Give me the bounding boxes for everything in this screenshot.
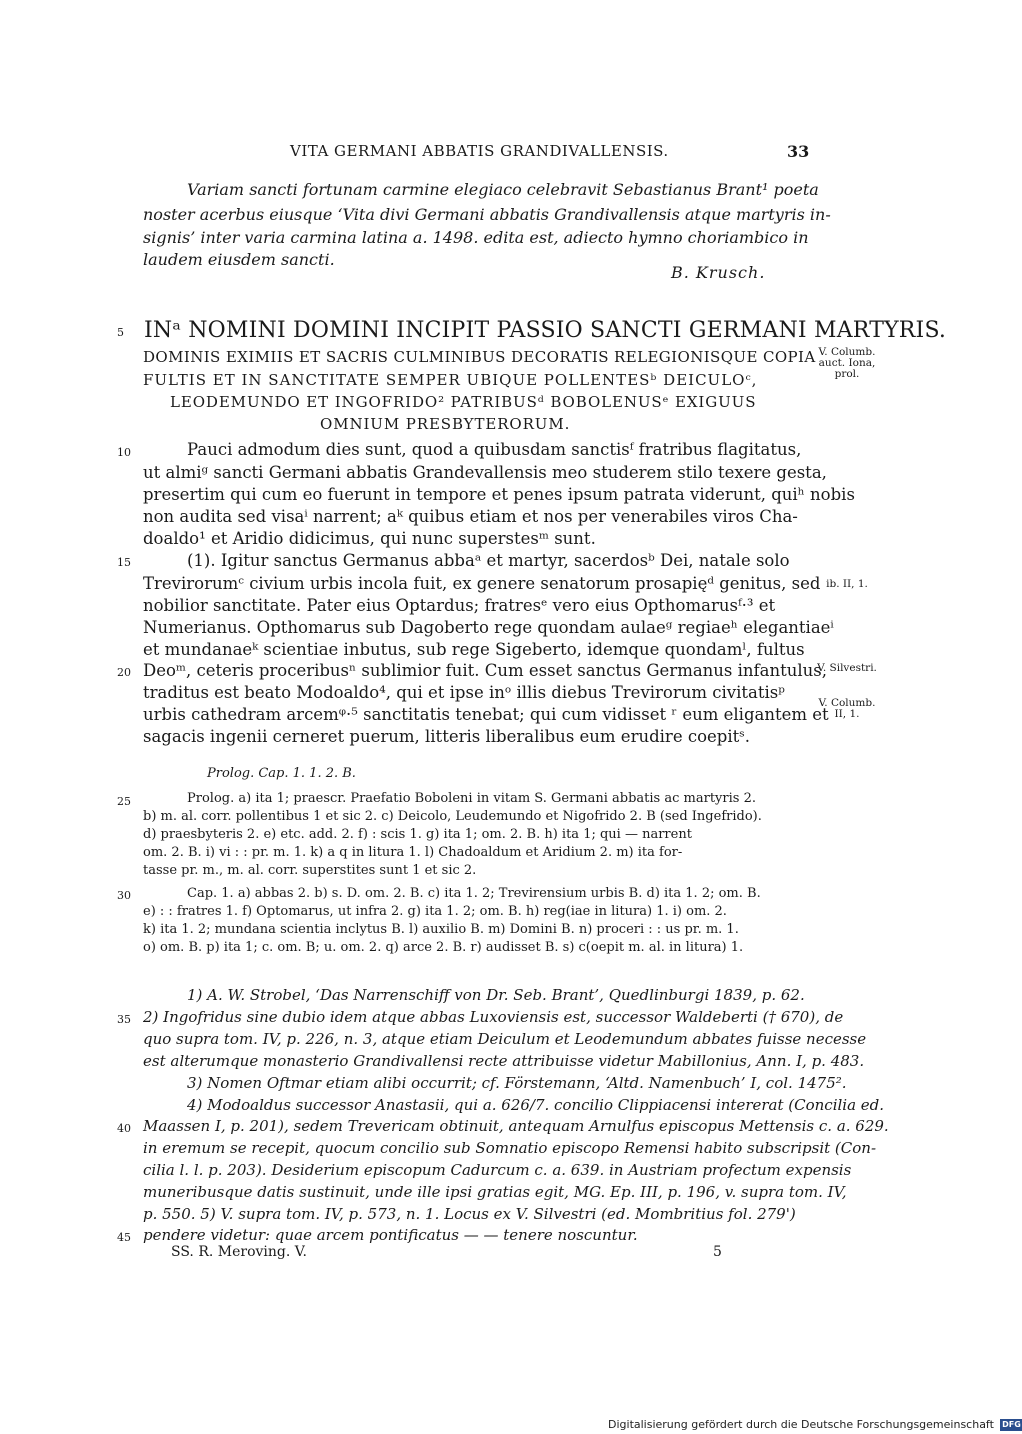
text-line: nobilior sanctitate. Pater eius Optardus; fratresᵉ vero eius Opthomarusᶠ·³ et [143,596,776,615]
codices-list: Prolog. Cap. 1. 1. 2. B. [207,766,356,781]
footnote-line: 1) A. W. Strobel, ‘Das Narrenschiff von Dr. Seb. Brant’, Quedlinburgi 1839, p. 62. [187,986,805,1004]
text-line: Numerianus. Opthomarus sub Dagoberto rege quondam aulaeᵍ regiaeʰ elegantiaeⁱ [143,618,834,637]
work-title: INᵃ NOMINI DOMINI INCIPIT PASSIO SANCTI GERMANI MARTYRIS. [144,318,947,343]
text-line: non audita sed visaⁱ narrent; aᵏ quibus etiam et nos per venerabiles viros Cha- [143,507,798,526]
text-line: traditus est beato Modoaldo⁴, qui et ipse inᵒ illis diebus Trevirorum civitatisᵖ [143,683,785,702]
intro-line: laudem eiusdem sancti. [143,250,335,269]
signature-mark: 5 [713,1244,722,1260]
line-number: 30 [117,889,131,902]
line-number: 25 [117,795,131,808]
text-line: sagacis ingenii cerneret puerum, litteris liberalibus eum erudire coepitˢ. [143,727,751,746]
apparatus-line: e) : : fratres 1. f) Optomarus, ut infra 2. g) ita 1. 2; om. B. h) reg(iae in litura) 1. i) om. 2. [143,904,727,919]
apparatus-line: o) om. B. p) ita 1; c. om. B; u. om. 2. q) arce 2. B. r) audisset B. s) c(oepit m. al. in litura) 1. [143,940,744,955]
dedication-line: LEODEMUNDO ET INGOFRIDO² PATRIBUSᵈ BOBOLENUSᵉ EXIGUUS [170,393,757,411]
footnote-line: quo supra tom. IV, p. 226, n. 3, atque etiam Deiculum et Leodemundum abbates fuisse necesse [143,1030,867,1048]
text-line: doaldo¹ et Aridio didicimus, qui nunc superstesᵐ sunt. [143,529,596,548]
line-number: 45 [117,1231,131,1244]
text-line: Pauci admodum dies sunt, quod a quibusdam sanctisᶠ fratribus flagitatus, [187,440,802,459]
line-number: 10 [117,446,131,459]
dfg-credit-text: Digitalisierung gefördert durch die Deutsche Forschungsgemeinschaft [608,1418,994,1431]
apparatus-line: k) ita 1. 2; mundana scientia inclytus B. l) auxilio B. m) Domini B. n) proceri : : us pr. m. 1. [143,922,739,937]
dedication-line: DOMINIS EXIMIIS ET SACRIS CULMINIBUS DECORATIS RELEGIONISQUE COPIA [143,348,816,366]
footnote-line: cilia l. l. p. 203). Desiderium episcopum Cadurcum c. a. 639. in Austriam profectum expensis [143,1161,852,1179]
dfg-logo-icon: DFG [1002,1420,1021,1429]
page-number: 33 [787,142,810,161]
apparatus-line: om. 2. B. i) vi : : pr. m. 1. k) a q in litura 1. l) Chadoaldum et Aridium 2. m) ita for- [143,845,683,860]
footnote-line: pendere videtur: quae arcem pontificatus — — tenere noscuntur. [143,1226,638,1244]
text-line: et mundanaeᵏ scientiae inbutus, sub rege Sigeberto, idemque quondamˡ, fultus [143,640,805,659]
apparatus-line: d) praesbyteris 2. e) etc. add. 2. f) : scis 1. g) ita 1; om. 2. B. h) ita 1; qui — narrent [143,827,692,842]
text-line: Trevirorumᶜ civium urbis incola fuit, ex genere senatorum prosapięᵈ genitus, sed [143,574,821,593]
margin-note: V. Columb. II, 1. [818,697,876,720]
running-header: VITA GERMANI ABBATIS GRANDIVALLENSIS. [290,142,669,160]
footnote-line: p. 550. 5) V. supra tom. IV, p. 573, n. 1. Locus ex V. Silvestri (ed. Mombritius fol. 279') [143,1205,796,1223]
footnote-line: 3) Nomen Oftmar etiam alibi occurrit; cf. Förstemann, ‘Altd. Namenbuch’ I, col. 1475². [187,1074,847,1092]
intro-line: signis’ inter varia carmina latina a. 1498. edita est, adiecto hymno choriambico in [143,228,809,247]
footnote-line: 4) Modoaldus successor Anastasii, qui a. 626/7. concilio Clippiacensi intererat (Concilia ed. [187,1096,885,1114]
footnote-line: muneribusque datis sustinuit, unde ille ipsi gratias egit, MG. Ep. III, p. 196, v. supra tom. IV, [143,1183,847,1201]
line-number: 20 [117,666,131,679]
footnote-line: in eremum se recepit, quocum concilio sub Somnatio episcopo Remensi habito subscripsit (Con- [143,1139,877,1157]
apparatus-line: Cap. 1. a) abbas 2. b) s. D. om. 2. B. c) ita 1. 2; Trevirensium urbis B. d) ita 1. 2; om. B. [187,886,761,901]
dfg-credit [608,1418,1022,1431]
editor-signature: B. Krusch. [671,263,766,282]
series-title: SS. R. Meroving. V. [171,1244,307,1260]
margin-note: V. Columb. auct. Iona, prol. [818,346,876,380]
dedication-line: FULTIS ET IN SANCTITATE SEMPER UBIQUE POLLENTESᵇ DEICULOᶜ, [143,371,758,389]
line-number: 40 [117,1122,131,1135]
apparatus-line: tasse pr. m., m. al. corr. superstites sunt 1 et sic 2. [143,863,477,878]
text-line: urbis cathedram arcemᵠ·⁵ sanctitatis tenebat; qui cum vidisset ʳ eum eligantem et [143,705,829,724]
footnote-line: Maassen I, p. 201), sedem Trevericam obtinuit, antequam Arnulfus episcopus Mettensis c. a. 629. [143,1117,889,1135]
intro-line: noster acerbus eiusque ‘Vita divi Germani abbatis Grandivallensis atque martyris in- [143,205,831,224]
footnote-line: 2) Ingofridus sine dubio idem atque abbas Luxoviensis est, successor Waldeberti († 670), de [143,1008,844,1026]
text-line: Deoᵐ, ceteris proceribusⁿ sublimior fuit. Cum esset sanctus Germanus infantulus, [143,661,827,680]
line-number: 5 [117,326,124,339]
margin-note: V. Silvestri. [817,662,877,674]
text-line: ut almiᵍ sancti Germani abbatis Grandevallensis meo studerem stilo texere gesta, [143,463,827,482]
text-line: (1). Igitur sanctus Germanus abbaᵃ et martyr, sacerdosᵇ Dei, natale solo [187,551,790,570]
text-line: presertim qui cum eo fuerunt in tempore et penes ipsum patrata viderunt, quiʰ nobis [143,485,855,504]
apparatus-line: b) m. al. corr. pollentibus 1 et sic 2. c) Deicolo, Leudemundo et Nigofrido 2. B (sed Ingefrido). [143,809,762,824]
apparatus-line: Prolog. a) ita 1; praescr. Praefatio Boboleni in vitam S. Germani abbatis ac martyris 2. [187,791,756,806]
dedication-line: OMNIUM PRESBYTERORUM. [320,415,571,433]
line-number: 15 [117,556,131,569]
footnote-line: est alterumque monasterio Grandivallensi recte attribuisse videtur Mabillonius, Ann. I, p. 483. [143,1052,865,1070]
margin-note: ib. II, 1. [826,578,868,590]
line-number: 35 [117,1013,131,1026]
intro-line: Variam sancti fortunam carmine elegiaco celebravit Sebastianus Brant¹ poeta [187,180,819,199]
